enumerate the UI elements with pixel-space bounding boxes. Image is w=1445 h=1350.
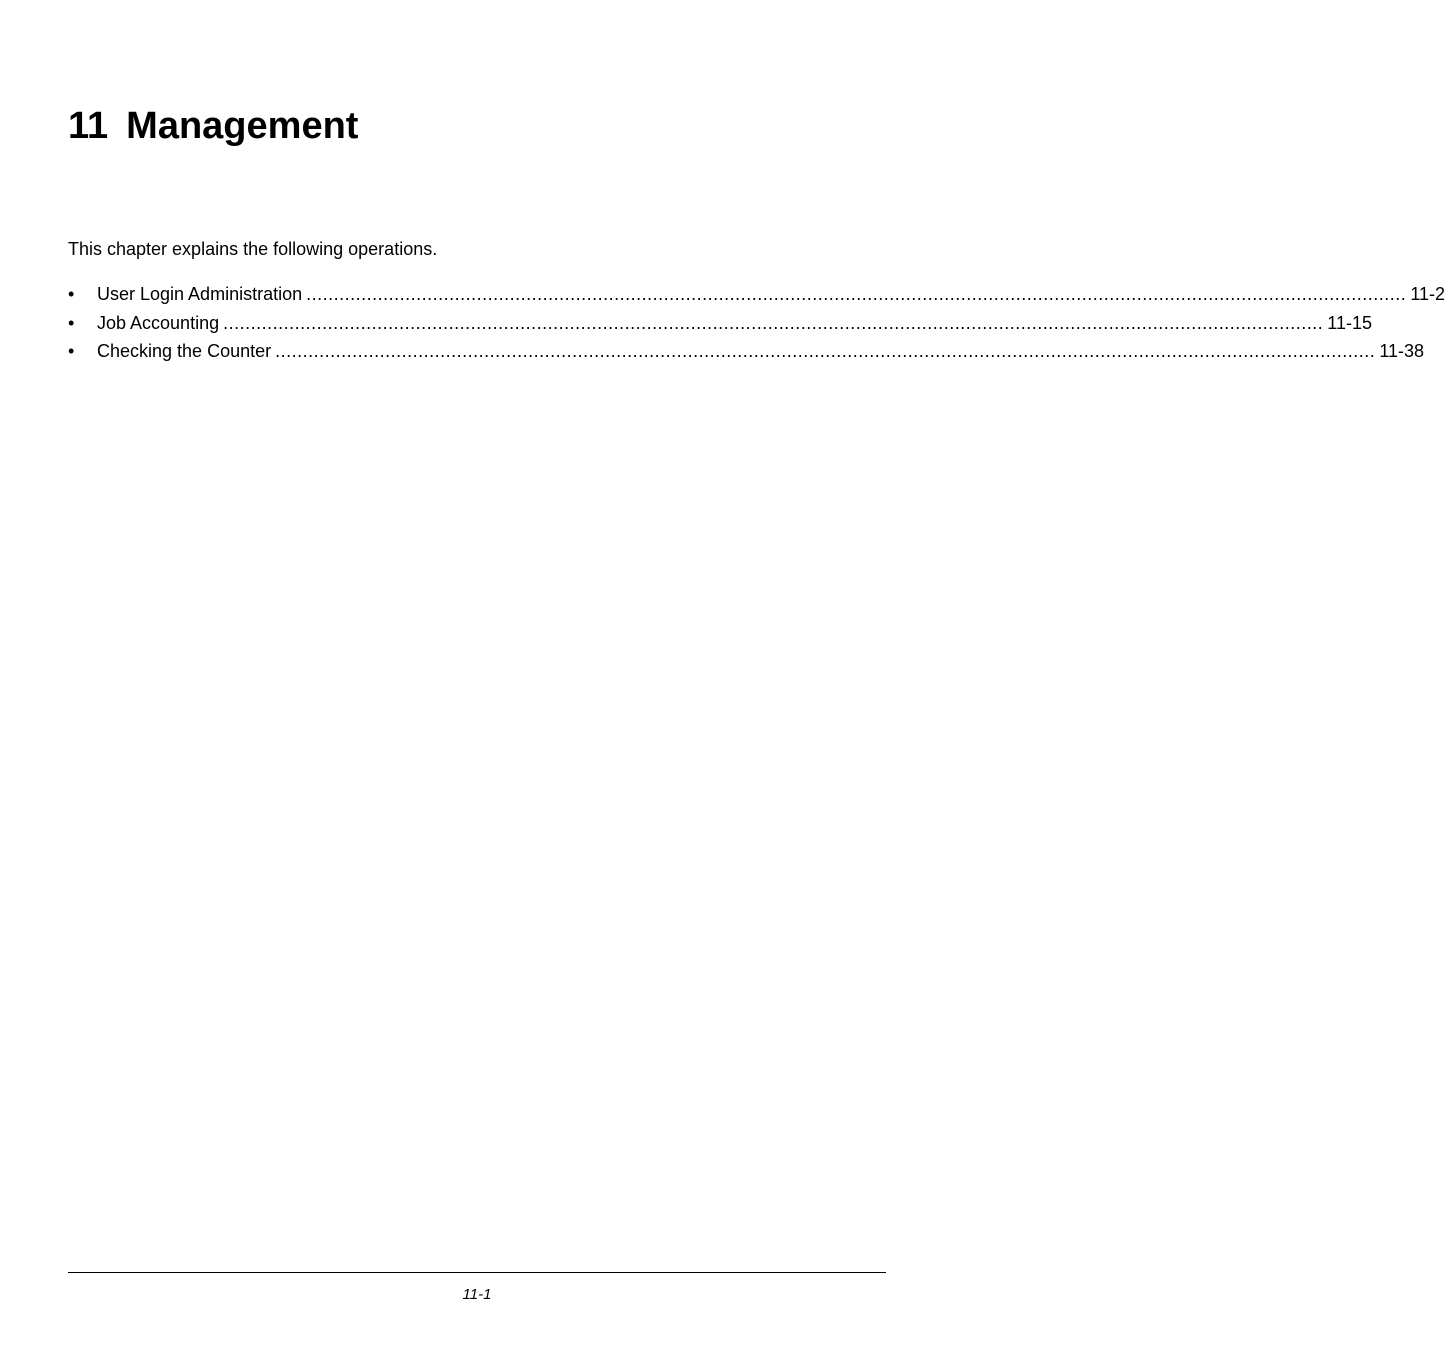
chapter-number: 11	[68, 105, 109, 147]
toc-item-page: 11-15	[1327, 312, 1372, 333]
table-of-contents	[68, 283, 1445, 369]
toc-item-label: User Login Administration	[97, 284, 303, 304]
bullet-icon: •	[68, 341, 75, 361]
toc-item-job-accounting[interactable]	[68, 312, 1372, 341]
toc-item-user-login-administration[interactable]	[68, 283, 1445, 312]
bullet-icon: •	[68, 284, 75, 304]
chapter-name: Management	[126, 105, 359, 147]
toc-leader-dots: ........................................................................................................................................................................................................	[275, 341, 1376, 361]
toc-item-page: 11-2	[1410, 284, 1445, 304]
intro-text: This chapter explains the following operations.	[68, 239, 438, 259]
footer-divider	[68, 1272, 886, 1273]
toc-leader-dots: ........................................................................................................................................................................................................	[223, 312, 1324, 333]
page-number: 11-1	[462, 1286, 492, 1303]
bullet-icon: •	[68, 312, 75, 333]
toc-leader-dots: ........................................................................................................................................................................................................	[306, 284, 1407, 304]
chapter-title	[68, 102, 358, 150]
toc-item-checking-the-counter[interactable]	[68, 340, 1425, 369]
toc-item-page: 11-38	[1379, 341, 1425, 361]
toc-item-label: Checking the Counter	[97, 341, 272, 361]
toc-item-label: Job Accounting	[97, 312, 220, 333]
